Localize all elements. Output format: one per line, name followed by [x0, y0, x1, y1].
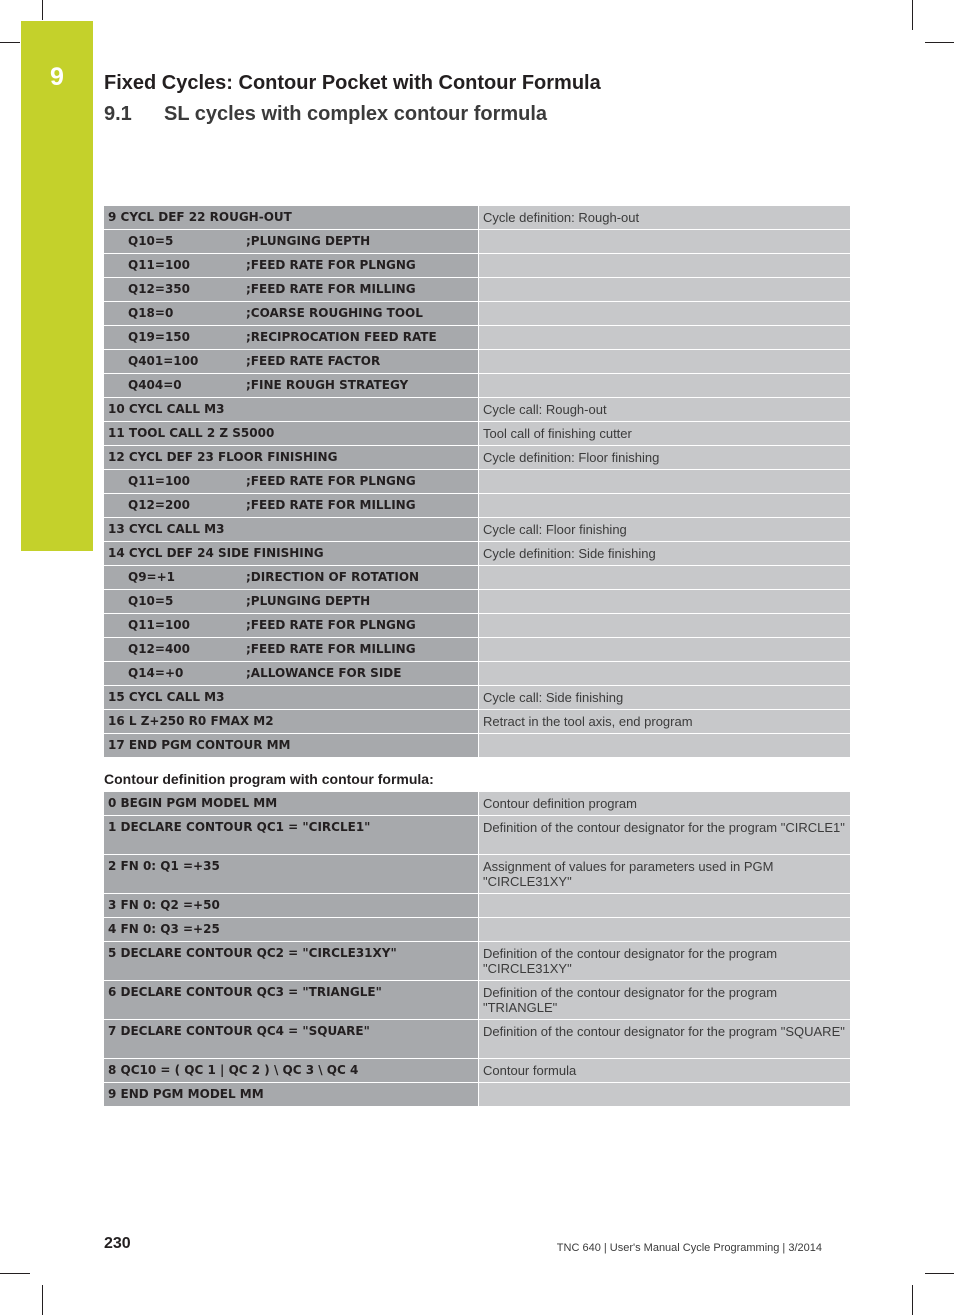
description-cell: Cycle definition: Rough-out — [479, 206, 850, 229]
description-cell: Tool call of finishing cutter — [479, 422, 850, 445]
parameter-comment: ;RECIPROCATION FEED RATE — [246, 330, 437, 344]
nc-block-cell: 15 CYCL CALL M3 — [104, 686, 478, 709]
parameter-cell — [104, 470, 478, 493]
section-title-text: SL cycles with complex contour formula — [164, 103, 548, 125]
description-cell — [479, 918, 850, 941]
crop-mark — [0, 42, 20, 43]
footer-text: TNC 640 | User's Manual Cycle Programming | 3/2014 — [556, 1242, 822, 1254]
description-cell: Retract in the tool axis, end program — [479, 710, 850, 733]
description-cell: Definition of the contour designator for the program "CIRCLE1" — [479, 816, 850, 854]
nc-block-cell: 1 DECLARE CONTOUR QC1 = "CIRCLE1" — [104, 816, 478, 854]
description-cell — [479, 494, 850, 517]
description-cell — [479, 662, 850, 685]
nc-block-cell: 8 QC10 = ( QC 1 | QC 2 ) \ QC 3 \ QC 4 — [104, 1059, 478, 1082]
crop-mark — [42, 1285, 43, 1315]
nc-block-cell: 13 CYCL CALL M3 — [104, 518, 478, 541]
table-row — [104, 302, 850, 325]
table-row — [104, 1059, 850, 1082]
parameter-cell — [104, 494, 478, 517]
chapter-number: 9 — [50, 63, 64, 91]
parameter-cell — [104, 350, 478, 373]
table-row — [104, 662, 850, 685]
parameter-value: Q12=350 — [128, 282, 191, 296]
parameter-cell — [104, 254, 478, 277]
nc-block-cell: 14 CYCL DEF 24 SIDE FINISHING — [104, 542, 478, 565]
description-cell: Definition of the contour designator for the program "TRIANGLE" — [479, 981, 850, 1019]
table-row — [104, 792, 850, 815]
parameter-comment: ;PLUNGING DEPTH — [246, 234, 371, 248]
crop-mark — [42, 0, 43, 20]
parameter-cell — [104, 230, 478, 253]
section-number: 9.1 — [104, 103, 132, 125]
description-cell — [479, 638, 850, 661]
parameter-cell — [104, 302, 478, 325]
parameter-cell — [104, 374, 478, 397]
parameter-cell — [104, 326, 478, 349]
parameter-cell — [104, 662, 478, 685]
table-row — [104, 855, 850, 893]
table-row — [104, 816, 850, 854]
parameter-comment: ;ALLOWANCE FOR SIDE — [246, 666, 402, 680]
table-row — [104, 470, 850, 493]
subheading: Contour definition program with contour formula: — [104, 771, 434, 787]
parameter-comment: ;FEED RATE FOR PLNGNG — [246, 618, 416, 632]
description-cell — [479, 230, 850, 253]
parameter-comment: ;DIRECTION OF ROTATION — [246, 570, 420, 584]
parameter-comment: ;FINE ROUGH STRATEGY — [246, 378, 409, 392]
parameter-value: Q12=400 — [128, 642, 191, 656]
table-row — [104, 422, 850, 445]
table-row — [104, 686, 850, 709]
table-row — [104, 494, 850, 517]
parameter-value: Q19=150 — [128, 330, 191, 344]
table-row — [104, 350, 850, 373]
nc-block-cell: 9 CYCL DEF 22 ROUGH-OUT — [104, 206, 478, 229]
table-row — [104, 446, 850, 469]
description-cell: Cycle definition: Side finishing — [479, 542, 850, 565]
section-title — [104, 103, 547, 126]
parameter-cell — [104, 566, 478, 589]
nc-block-cell: 17 END PGM CONTOUR MM — [104, 734, 478, 757]
contour-definition-table — [104, 792, 850, 1107]
nc-block-cell: 3 FN 0: Q2 =+50 — [104, 894, 478, 917]
table-row — [104, 254, 850, 277]
parameter-value: Q404=0 — [128, 378, 182, 392]
nc-block-cell: 9 END PGM MODEL MM — [104, 1083, 478, 1106]
parameter-comment: ;PLUNGING DEPTH — [246, 594, 371, 608]
nc-block-cell: 7 DECLARE CONTOUR QC4 = "SQUARE" — [104, 1020, 478, 1058]
crop-mark — [925, 42, 954, 43]
description-cell — [479, 894, 850, 917]
nc-block-cell: 5 DECLARE CONTOUR QC2 = "CIRCLE31XY" — [104, 942, 478, 980]
nc-block-cell: 2 FN 0: Q1 =+35 — [104, 855, 478, 893]
crop-mark — [912, 1285, 913, 1315]
parameter-comment: ;FEED RATE FOR PLNGNG — [246, 474, 416, 488]
table-row — [104, 230, 850, 253]
description-cell — [479, 302, 850, 325]
nc-block-cell: 4 FN 0: Q3 =+25 — [104, 918, 478, 941]
parameter-value: Q10=5 — [128, 594, 174, 608]
table-row — [104, 566, 850, 589]
table-row — [104, 638, 850, 661]
parameter-comment: ;FEED RATE FOR MILLING — [246, 642, 416, 656]
description-cell: Assignment of values for parameters used in PGM "CIRCLE31XY" — [479, 855, 850, 893]
table-row — [104, 942, 850, 980]
table-row — [104, 894, 850, 917]
parameter-value: Q10=5 — [128, 234, 174, 248]
table-row — [104, 1020, 850, 1058]
description-cell — [479, 278, 850, 301]
nc-block-cell: 0 BEGIN PGM MODEL MM — [104, 792, 478, 815]
description-cell: Cycle call: Floor finishing — [479, 518, 850, 541]
description-cell: Definition of the contour designator for the program "SQUARE" — [479, 1020, 850, 1058]
nc-block-cell: 6 DECLARE CONTOUR QC3 = "TRIANGLE" — [104, 981, 478, 1019]
nc-block-cell: 12 CYCL DEF 23 FLOOR FINISHING — [104, 446, 478, 469]
description-cell: Contour definition program — [479, 792, 850, 815]
parameter-value: Q18=0 — [128, 306, 174, 320]
table-row — [104, 590, 850, 613]
description-cell — [479, 590, 850, 613]
parameter-comment: ;FEED RATE FOR MILLING — [246, 282, 416, 296]
table-row — [104, 981, 850, 1019]
parameter-cell — [104, 590, 478, 613]
description-cell: Cycle call: Side finishing — [479, 686, 850, 709]
parameter-value: Q11=100 — [128, 258, 191, 272]
description-cell — [479, 254, 850, 277]
table-row — [104, 710, 850, 733]
crop-mark — [0, 1273, 30, 1274]
parameter-value: Q401=100 — [128, 354, 199, 368]
table-row — [104, 918, 850, 941]
nc-block-cell: 16 L Z+250 R0 FMAX M2 — [104, 710, 478, 733]
table-row — [104, 614, 850, 637]
parameter-comment: ;FEED RATE FOR MILLING — [246, 498, 416, 512]
table-row — [104, 398, 850, 421]
description-cell — [479, 566, 850, 589]
description-cell: Cycle definition: Floor finishing — [479, 446, 850, 469]
parameter-value: Q11=100 — [128, 474, 191, 488]
description-cell: Contour formula — [479, 1059, 850, 1082]
chapter-title: Fixed Cycles: Contour Pocket with Contour Formula — [104, 72, 601, 94]
crop-mark — [912, 0, 913, 30]
parameter-comment: ;COARSE ROUGHING TOOL — [246, 306, 423, 320]
table-row — [104, 206, 850, 229]
program-table — [104, 206, 850, 758]
crop-mark — [925, 1273, 954, 1274]
description-cell — [479, 326, 850, 349]
parameter-value: Q11=100 — [128, 618, 191, 632]
description-cell: Definition of the contour designator for the program "CIRCLE31XY" — [479, 942, 850, 980]
parameter-value: Q14=+0 — [128, 666, 184, 680]
parameter-value: Q9=+1 — [128, 570, 176, 584]
description-cell — [479, 374, 850, 397]
nc-block-cell: 11 TOOL CALL 2 Z S5000 — [104, 422, 478, 445]
table-row — [104, 542, 850, 565]
table-row — [104, 1083, 850, 1106]
description-cell — [479, 470, 850, 493]
page-number: 230 — [104, 1235, 131, 1252]
parameter-cell — [104, 614, 478, 637]
description-cell — [479, 614, 850, 637]
table-row — [104, 734, 850, 757]
parameter-comment: ;FEED RATE FACTOR — [246, 354, 381, 368]
nc-block-cell: 10 CYCL CALL M3 — [104, 398, 478, 421]
parameter-value: Q12=200 — [128, 498, 191, 512]
parameter-cell — [104, 638, 478, 661]
parameter-comment: ;FEED RATE FOR PLNGNG — [246, 258, 416, 272]
table-row — [104, 326, 850, 349]
description-cell — [479, 1083, 850, 1106]
description-cell: Cycle call: Rough-out — [479, 398, 850, 421]
table-row — [104, 518, 850, 541]
description-cell — [479, 350, 850, 373]
description-cell — [479, 734, 850, 757]
table-row — [104, 278, 850, 301]
parameter-cell — [104, 278, 478, 301]
table-row — [104, 374, 850, 397]
chapter-tab — [21, 21, 93, 551]
